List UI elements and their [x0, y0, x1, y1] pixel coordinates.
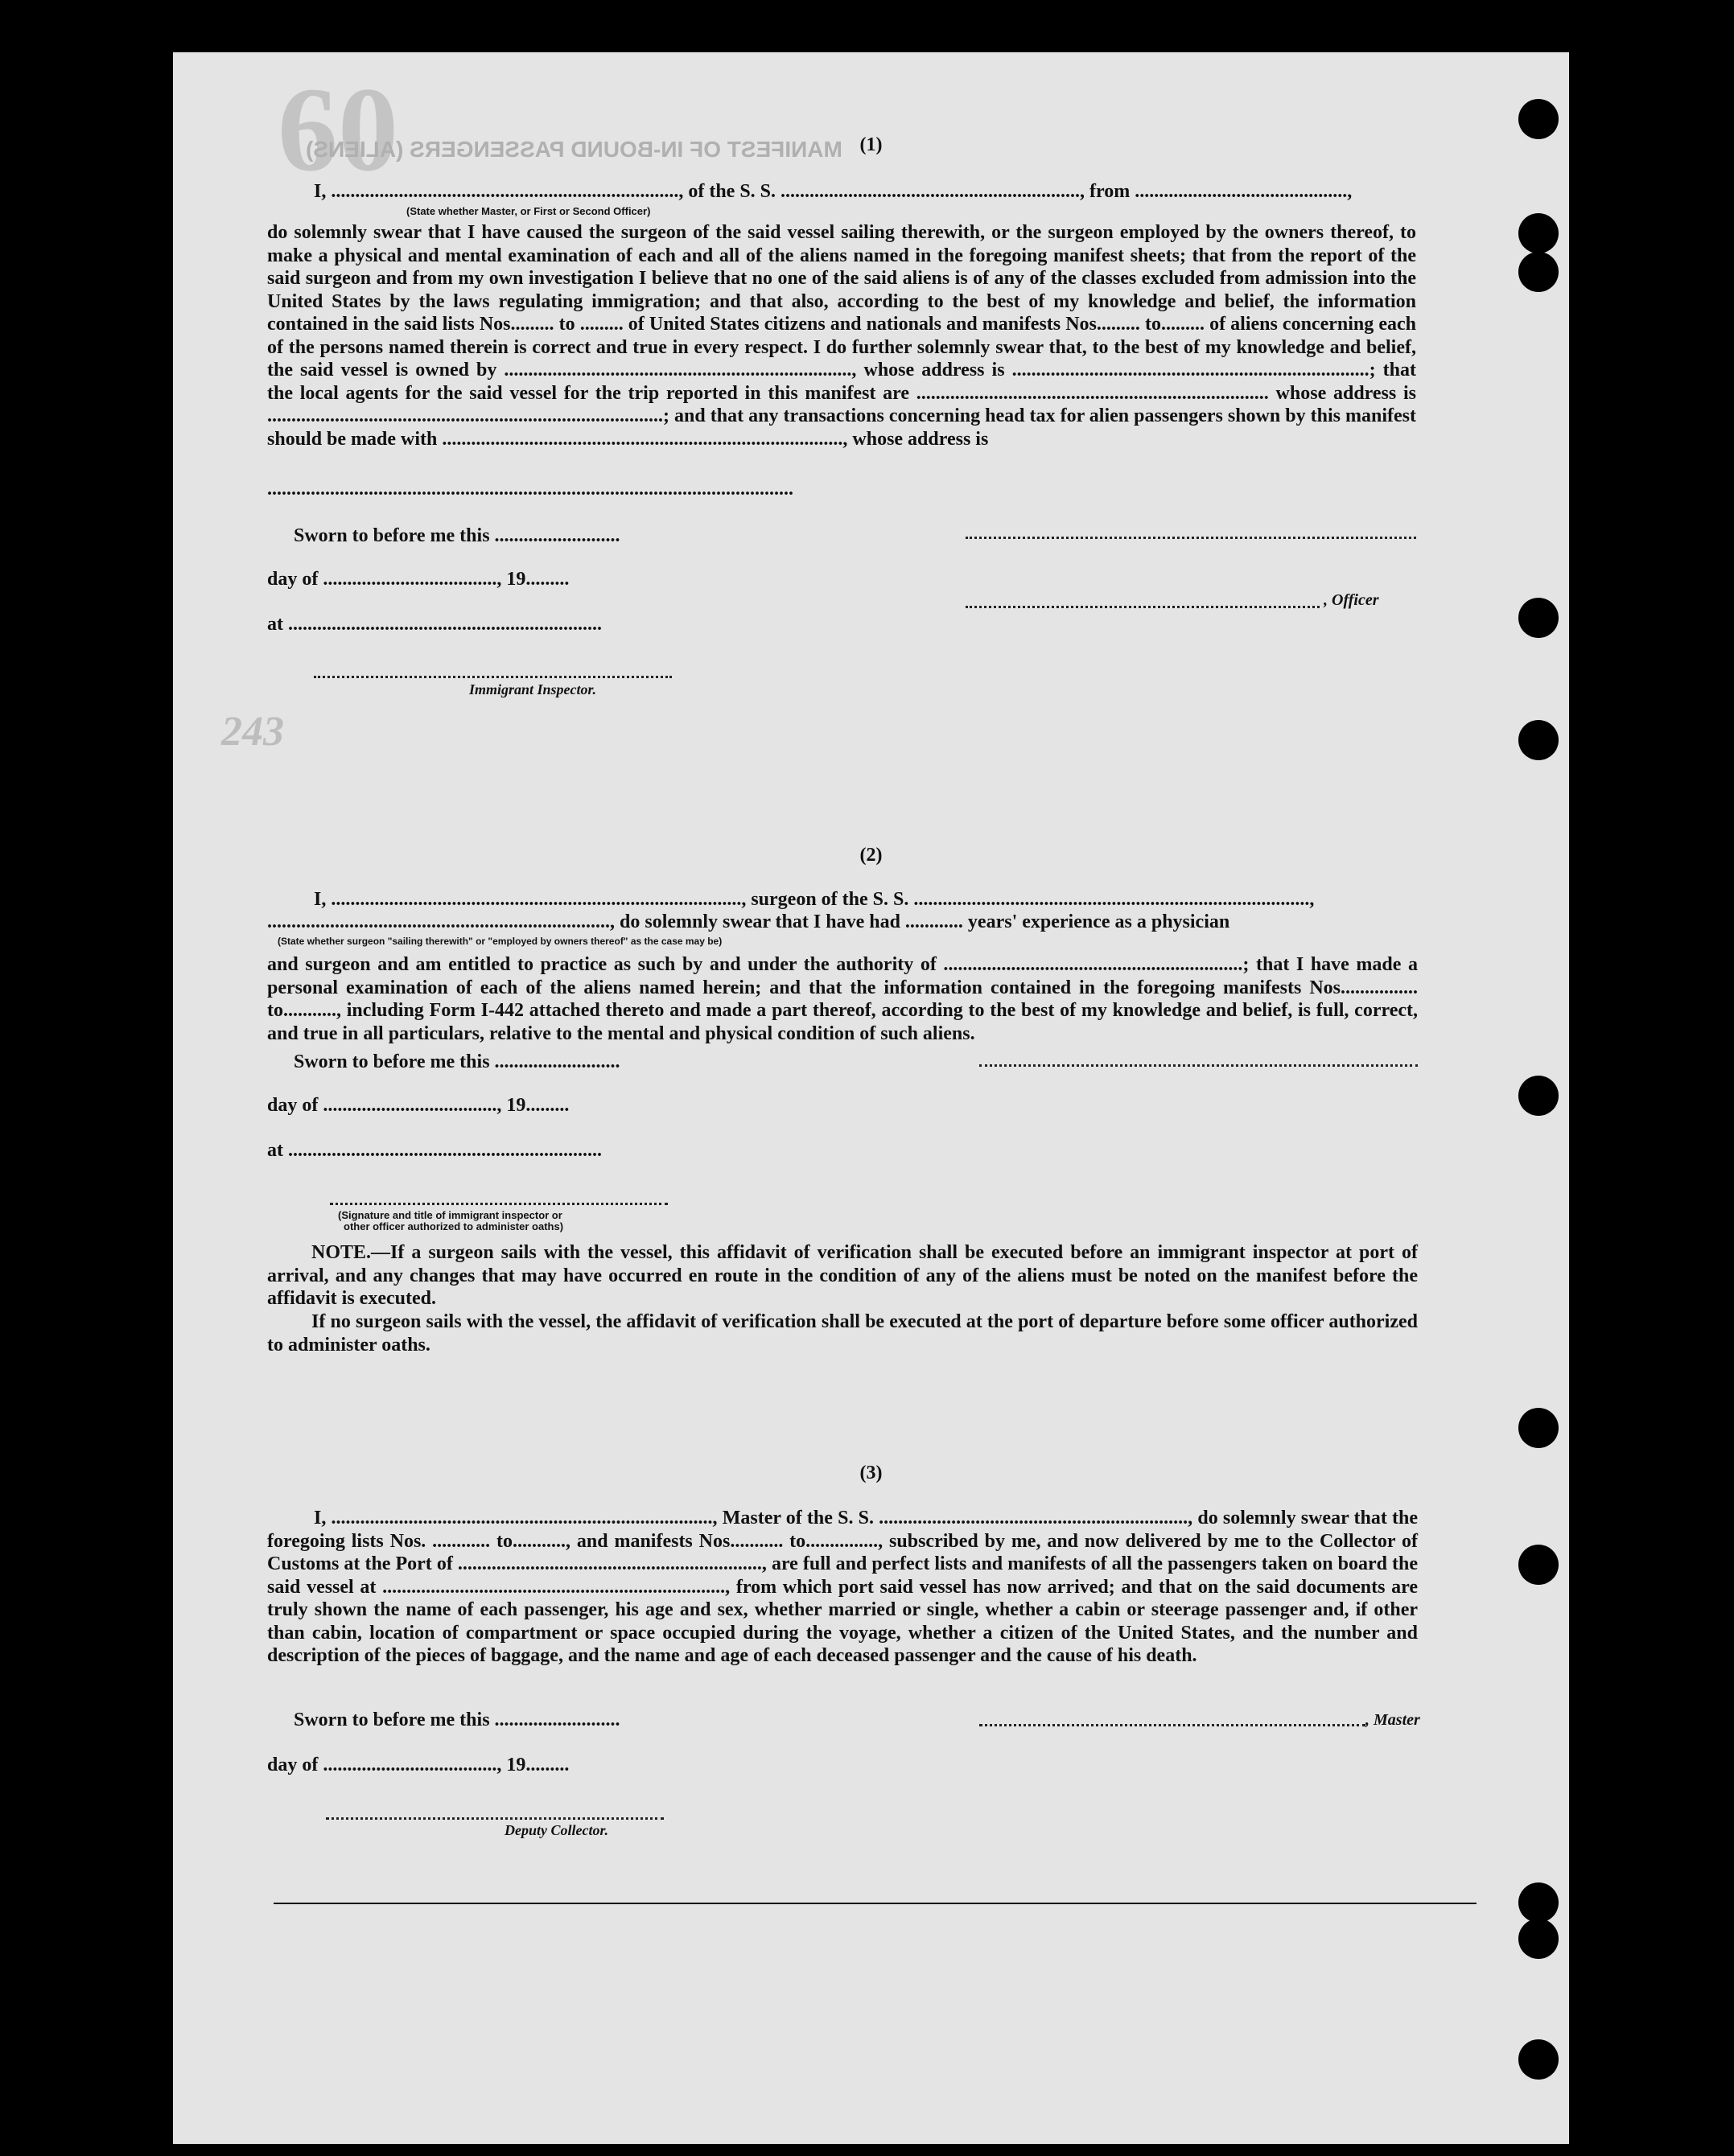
section-2-note-1: NOTE.—If a surgeon sails with the vessel, this affidavit of verification shall be executed before an immigrant inspector at port of arrival, and any changes that may have occurred en route in the condition of any of the aliens must be noted on the manifest before the affidavit is executed.: [267, 1242, 1418, 1309]
section-1-oath-line: I, ........................................................................, of the S. S. .............................................................., from ............................................,: [314, 181, 1353, 202]
section-2-inspector-line: [330, 1203, 668, 1205]
section-3-collector-line: [326, 1817, 664, 1820]
section-2-note-2: If no surgeon sails with the vessel, the affidavit of verification shall be executed at the port of departure before some officer authorized to administer oaths.: [267, 1311, 1418, 1356]
section-1-caption: (State whether Master, or First or Second Officer): [406, 205, 651, 217]
punch-hole: [1518, 1919, 1559, 1959]
punch-hole: [1518, 252, 1559, 292]
punch-hole: [1518, 99, 1559, 139]
section-1-inspector-label: Immigrant Inspector.: [469, 681, 597, 697]
section-1-body: do solemnly swear that I have caused the surgeon of the said vessel sailing therewith, or the surgeon employed by the owners thereof, to make a physical and mental examination of each and all of the aliens named in the foregoing manifest sheets; that from the report of the said surgeon and from my own investigation I believe that no one of the said aliens is of any of the classes excluded from admission into the United States by the laws regulating immigration; and that also, according to the best of my knowledge and belief, the information contained in the said lists Nos......... to ......... of United States citizens and nationals and manifests Nos......... to......... of aliens concerning each of the persons named therein is correct and true in every respect. I do further solemnly swear that, to the best of my knowledge and belief, the said vessel is owned by ........................................................................, whose address is ..........................................................................; that the local agents for the said vessel for the trip reported in this manifest are ......................................................................... whose address is ..................................................................................; and that any transactions concerning head tax for alien passengers shown by this manifest should be made with ..................................................................................., whose address is: [267, 222, 1416, 450]
punch-hole: [1518, 1882, 1559, 1923]
section-1-trailing-dots: .............................................................................................................: [267, 479, 793, 500]
manifest-page: [173, 52, 1569, 2144]
section-1-officer-line: [966, 606, 1320, 608]
section-1-day: day of ...................................., 19.........: [267, 569, 570, 590]
section-2-oath-line-2: ......................................................................., do solemnly swear that I have had ............ years' experience as a physician: [267, 911, 1230, 932]
section-2-signature-line: [979, 1064, 1418, 1067]
punch-hole: [1518, 2039, 1559, 2080]
section-2-at: at .................................................................: [267, 1140, 602, 1161]
section-2-caption: (State whether surgeon "sailing therewith" or "employed by owners thereof" as the case may be): [278, 936, 723, 947]
section-1-signature-line: [966, 537, 1416, 539]
section-2-sworn: Sworn to before me this ..........................: [294, 1051, 620, 1072]
section-3-day: day of ...................................., 19.........: [267, 1755, 570, 1775]
section-3-sworn: Sworn to before me this ..........................: [294, 1710, 620, 1730]
ghost-title: MANIFEST OF IN-BOUND PASSENGERS (ALIENS): [306, 137, 842, 162]
ghost-number: 60: [278, 63, 398, 196]
punch-hole: [1518, 1408, 1559, 1448]
section-2-day: day of ...................................., 19.........: [267, 1095, 570, 1116]
section-1-at: at .................................................................: [267, 614, 602, 635]
section-1-inspector-line: [314, 676, 672, 678]
section-2-signature-caption-1: (Signature and title of immigrant inspector or: [338, 1209, 562, 1221]
section-3-body: I, ..............................................................................., Master of the S. S. ................................................................, do solemnly swear that the foregoing lists Nos. ............ to..........., and manifests Nos........... to..............., subscribed by me, and now delivered by me to the Collector of Customs at the Port of ..............................................................., are full and perfect lists and manifests of all the passengers taken on board the said vessel at ......................................................................., from which port said vessel has now arrived; and that on the said documents are truly shown the name of each passenger, his age and sex, whether married or single, whether a cabin or steerage passenger and, if other than cabin, location of compartment or space occupied during the voyage, whether a citizen of the United States, and the number and description of the pieces of baggage, and the name and age of each deceased passenger and the cause of his death.: [267, 1508, 1418, 1666]
punch-hole: [1518, 1545, 1559, 1585]
section-1-heading: (1): [859, 134, 883, 155]
bottom-rule: [274, 1903, 1477, 1904]
punch-hole: [1518, 213, 1559, 253]
punch-hole: [1518, 598, 1559, 638]
punch-hole: [1518, 720, 1559, 760]
punch-hole: [1518, 1076, 1559, 1116]
section-2-oath-line-1: I, ....................................................................................., surgeon of the S. S. ..................................................................................,: [314, 889, 1315, 910]
section-3-master-line: [979, 1724, 1365, 1726]
section-2-signature-caption-2: other officer authorized to administer oaths): [344, 1220, 564, 1232]
section-1-sworn: Sworn to before me this ..........................: [294, 525, 620, 546]
ghost-margin-number: 243: [221, 709, 284, 755]
section-1-officer-label: , Officer: [1324, 591, 1379, 609]
section-2-heading: (2): [859, 845, 883, 866]
section-3-heading: (3): [859, 1463, 883, 1483]
section-3-collector-label: Deputy Collector.: [505, 1822, 608, 1838]
section-2-body: and surgeon and am entitled to practice as such by and under the authority of ..............................................................; that I have made a personal examination of each of the aliens named herein; and that the information contained in the foregoing manifests Nos................ to..........., including Form I-442 attached thereto and made a part thereof, according to the best of my knowledge and belief, is full, correct, and true in all particulars, relative to the mental and physical condition of such aliens.: [267, 954, 1418, 1044]
section-3-master-label: , Master: [1365, 1711, 1420, 1729]
